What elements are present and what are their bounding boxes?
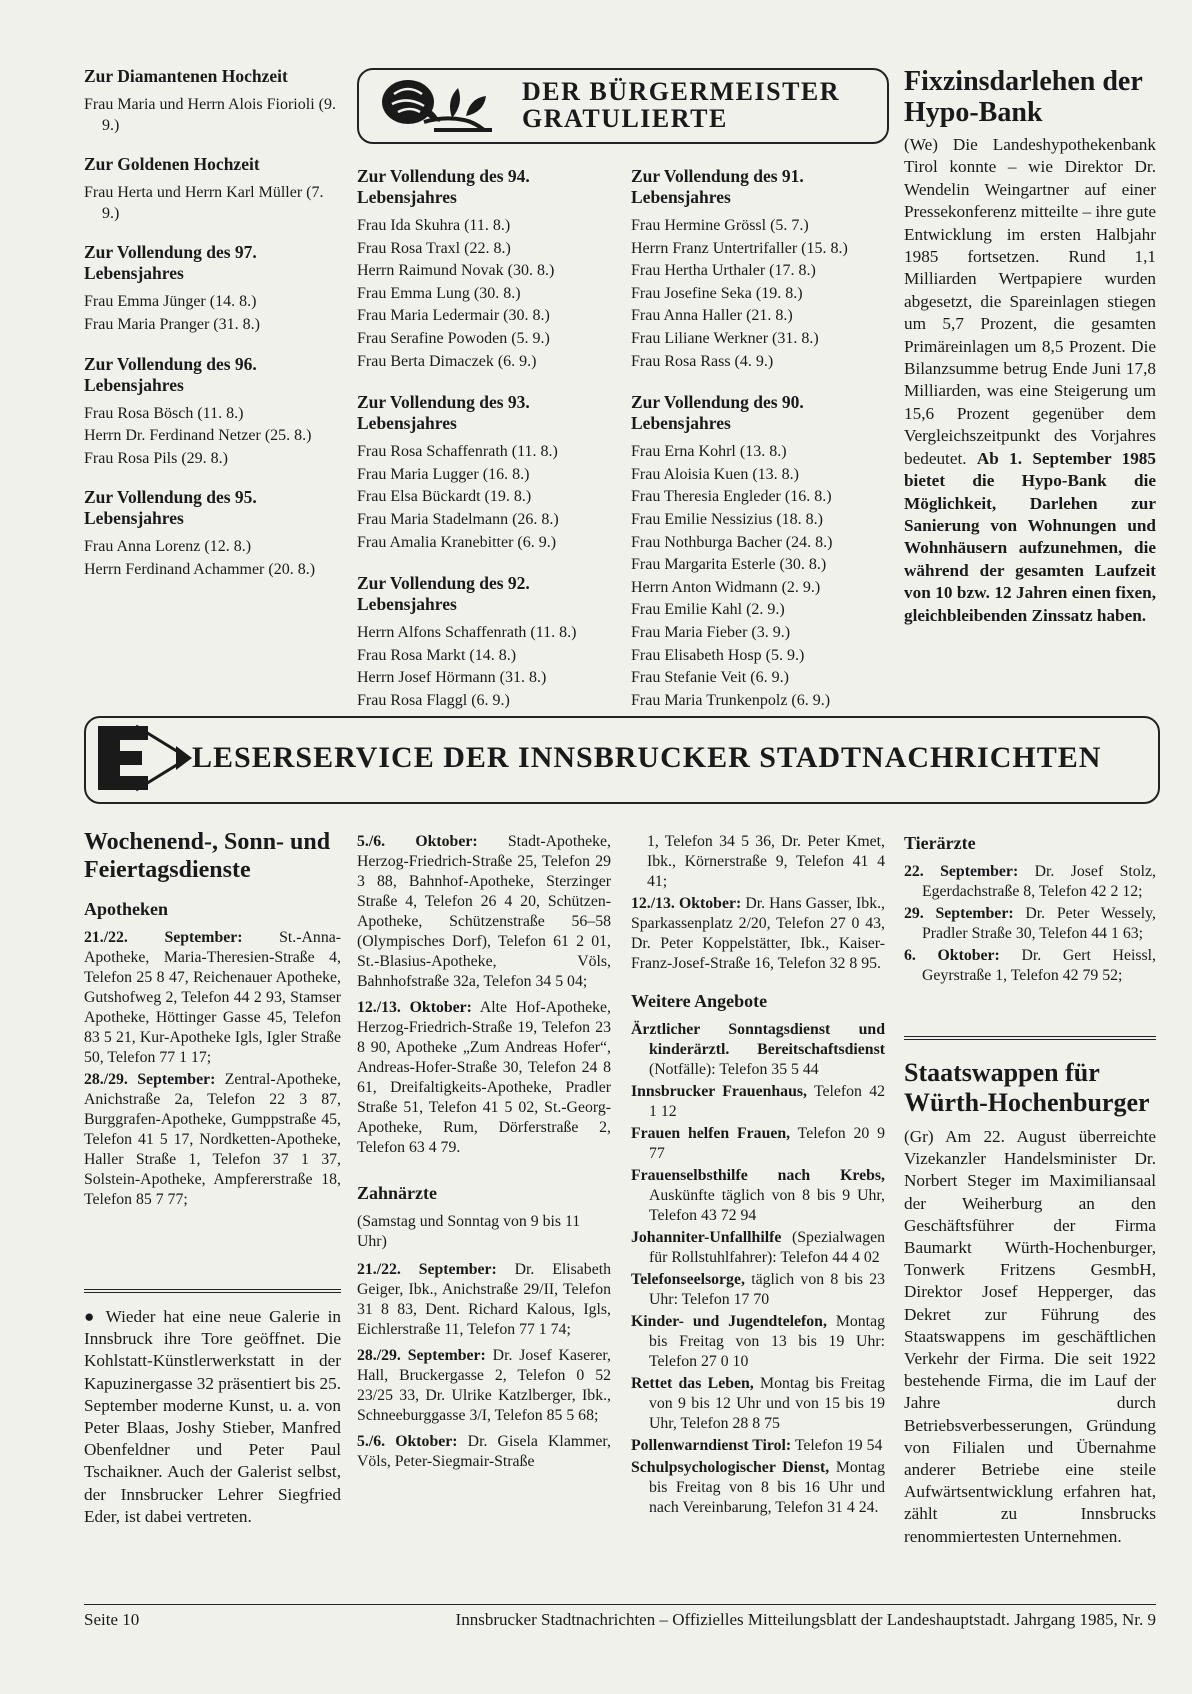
offer-item — [631, 1270, 885, 1310]
service-text: Dr. Hans Gasser, Ibk., Sparkassenplatz 2/20, Telefon 27 0 43, Dr. Peter Koppelstätter, Ibk., Kaiser-Franz-Josef-Straße 16, Telefon 32 8 95. — [631, 895, 885, 972]
entry: Frau Maria Trunkenpolz (6. 9.) — [631, 691, 831, 709]
service-date: 12./13. Oktober: — [357, 999, 472, 1016]
service-item — [904, 904, 1156, 944]
offer-item — [631, 1436, 885, 1456]
dienste-title: Wochenend-, Sonn- und Feiertagsdienste — [84, 829, 331, 883]
col-b4 — [904, 832, 1156, 988]
section-golden — [84, 154, 342, 224]
offer-text: Montag bis Freitag von 9 bis 12 Uhr und von 15 bis 19 Uhr, Telefon 28 8 75 — [649, 1375, 885, 1432]
staatswappen-body: (Gr) Am 22. August überreichte Vizekanzler Handelsminister Dr. Norbert Steger im Maximiliansaal der Weiherburg an den Geschäftsführer der Firma Baumarkt Würth-Hochenburger, Tonwerk Fritzens GesmbH, Direktor Josef Hepperger, das Dekret zur Führung des Staatswappens im geschäftlichen Verkehr der Firma. Die seit 1922 bestehende Firma, die im Lauf der Jahre durch Betriebsverbesserungen, Gründung von Filialen und Übernahme anderer Betriebe eine steile Aufwärtsentwicklung erfahren hat, zählt zu Innsbrucks renommiertesten Unternehmen. — [904, 1127, 1156, 1546]
offer-item — [631, 1374, 885, 1434]
staatswappen-article — [904, 1058, 1156, 1548]
offer-item — [631, 1312, 885, 1372]
entry: Frau Maria Pranger (31. 8.) — [84, 315, 260, 333]
service-item — [84, 1070, 341, 1210]
entry: Herrn Dr. Ferdinand Netzer (25. 8.) — [84, 427, 312, 445]
offer-text: Telefon 19 54 — [794, 1437, 883, 1454]
entry: Frau Emma Lung (30. 8.) — [357, 284, 521, 302]
offer-name: Schulpsychologischer Dienst, — [631, 1459, 830, 1476]
offer-item — [631, 1458, 885, 1518]
entry: Frau Maria Fieber (3. 9.) — [631, 623, 791, 641]
entry: Frau Rosa Traxl (22. 8.) — [357, 239, 511, 257]
offer-name: Rettet das Leben, — [631, 1375, 754, 1392]
entry: Frau Elisabeth Hosp (5. 9.) — [631, 646, 805, 664]
service-continuation: 1, Telefon 34 5 36, Dr. Peter Kmet, Ibk., Körnerstraße 9, Telefon 41 4 41; — [647, 833, 885, 890]
section-92 — [357, 573, 625, 711]
tieraerzte-heading: Tierärzte — [904, 833, 976, 853]
section-93 — [357, 392, 625, 553]
zahnaerzte-note: (Samstag und Sonntag von 9 bis 11 Uhr) — [357, 1213, 581, 1250]
section-heading: Zur Vollendung des 95. Lebensjahres — [84, 487, 257, 529]
offer-name: Innsbrucker Frauenhaus, — [631, 1083, 807, 1100]
entry: Frau Stefanie Veit (6. 9.) — [631, 669, 789, 687]
section-heading: Zur Vollendung des 93. Lebensjahres — [357, 392, 530, 434]
offer-item — [631, 1228, 885, 1268]
entry: Frau Theresia Engleder (16. 8.) — [631, 488, 832, 506]
entry: Frau Nothburga Bacher (24. 8.) — [631, 533, 833, 551]
offer-name: Johanniter-Unfallhilfe — [631, 1229, 782, 1246]
entry: Frau Erna Kohrl (13. 8.) — [631, 443, 787, 461]
service-date: 28./29. September: — [357, 1347, 486, 1364]
entry: Frau Amalia Kranebitter (6. 9.) — [357, 533, 557, 551]
entry: Frau Rosa Markt (14. 8.) — [357, 646, 517, 664]
offer-name: Frauen helfen Frauen, — [631, 1125, 791, 1142]
section-heading: Zur Vollendung des 91. Lebensjahres — [631, 166, 804, 207]
service-item — [84, 928, 341, 1068]
divider — [84, 1289, 341, 1293]
offer-text: (Spezialwagen für Rollstuhlfahrer): Telefon 44 4 02 — [649, 1229, 885, 1266]
service-text: Zentral-Apotheke, Anichstraße 2a, Telefon 22 3 87, Burggrafen-Apotheke, Gumppstraße 45, Telefon 41 5 17, Nordketten-Apotheke, Haller Straße 1, Telefon 37 1 37, Solstein-Apotheke, Ampfererstraße 18, Telefon 85 7 77; — [84, 1071, 341, 1208]
col-b2 — [357, 832, 611, 1474]
hypo-body-bold: Ab 1. September 1985 bietet die Hypo-Bank die Möglichkeit, Darlehen zur Sanierung von Wohnungen und Wohnhäusern aufzunehmen, die während der gesamten Laufzeit von 10 bzw. 12 Jahren einen fixen, gleichbleibenden Zinssatz haben. — [904, 448, 1156, 625]
offer-name: Pollenwarndienst Tirol: — [631, 1437, 792, 1454]
offer-text: täglich von 8 bis 23 Uhr: Telefon 17 70 — [649, 1271, 886, 1308]
section-diamond — [84, 66, 342, 136]
entry: Frau Maria Lugger (16. 8.) — [357, 465, 530, 483]
service-date: 21./22. September: — [84, 929, 243, 946]
offer-name: Frauenselbsthilfe nach Krebs, — [631, 1167, 885, 1184]
service-text: Dr. Josef Stolz, Egerdachstraße 8, Telefon 42 2 12; — [922, 863, 1157, 900]
rose-icon — [374, 72, 494, 136]
entry: Frau Anna Haller (21. 8.) — [631, 307, 793, 325]
entry: Herrn Franz Untertrifaller (15. 8.) — [631, 239, 848, 257]
service-item — [631, 894, 885, 974]
offer-text: Montag bis Freitag von 13 bis 19 Uhr: Telefon 27 0 10 — [649, 1313, 885, 1370]
service-text: Dr. Gert Heissl, Geyrstraße 1, Telefon 42 79 52; — [922, 947, 1156, 984]
entry: Herrn Alfons Schaffenrath (11. 8.) — [357, 624, 577, 642]
service-text: St.-Anna-Apotheke, Maria-Theresien-Straße 4, Telefon 25 8 47, Reichenauer Apotheke, Gutshofweg 2, Telefon 44 2 93, Stamser Apotheke, Höttinger Gasse 45, Telefon 83 5 21, Kur-Apotheke Igls, Igler Straße 50, Telefon 77 1 17; — [84, 929, 341, 1066]
entry: Frau Maria Stadelmann (26. 8.) — [357, 510, 559, 528]
col-b1 — [84, 828, 341, 1212]
service-item — [357, 1346, 611, 1426]
service-date: 6. Oktober: — [904, 947, 1000, 964]
offer-item — [631, 1020, 885, 1080]
offer-text: Montag bis Freitag von 8 bis 16 Uhr und nach Vereinbarung, Telefon 31 4 24. — [649, 1459, 885, 1516]
offer-text: Telefon 42 1 12 — [649, 1083, 886, 1120]
footer-publication: Innsbrucker Stadtnachrichten – Offizielles Mitteilungsblatt der Landeshauptstadt. Jahrgang 1985, Nr. 9 — [455, 1610, 1156, 1629]
service-text: Dr. Elisabeth Geiger, Ibk., Anichstraße 29/II, Telefon 31 8 83, Dent. Richard Kalous, Igls, Eichlerstraße 11, Telefon 77 1 74; — [357, 1261, 611, 1338]
bullet-icon: ● — [84, 1307, 98, 1326]
service-text: Stadt-Apotheke, Herzog-Friedrich-Straße 25, Telefon 29 3 88, Bahnhof-Apotheke, Sterzinger Straße 4, Telefon 26 4 20, Schützen-Apotheke, Schützenstraße 56–58 (Olympisches Dorf), Telefon 61 2 01, St.-Blasius-Apotheke, Völs, Bahnhofstraße 32a, Telefon 34 5 04; — [357, 833, 611, 990]
entry: Frau Rosa Bösch (11. 8.) — [84, 404, 244, 422]
service-date: 12./13. Oktober: — [631, 895, 742, 912]
section-91 — [631, 166, 893, 372]
leserservice-title: LESERSERVICE DER INNSBRUCKER STADTNACHRICHTEN — [192, 741, 1102, 774]
section-94 — [357, 166, 625, 372]
entry: Frau Emilie Nessizius (18. 8.) — [631, 510, 823, 528]
entry: Frau Anna Lorenz (12. 8.) — [84, 538, 252, 556]
service-date: 5./6. Oktober: — [357, 833, 478, 850]
section-heading: Zur Vollendung des 92. Lebensjahres — [357, 573, 530, 615]
entry: Frau Emma Jünger (14. 8.) — [84, 293, 257, 311]
entry: Herrn Ferdinand Achammer (20. 8.) — [84, 560, 316, 578]
divider — [904, 1036, 1156, 1040]
section-90 — [631, 392, 893, 711]
entry: Frau Margarita Esterle (30. 8.) — [631, 556, 827, 574]
entry: Herrn Josef Hörmann (31. 8.) — [357, 669, 547, 687]
title-line-2: GRATULIERTE — [522, 104, 728, 133]
service-item — [357, 998, 611, 1158]
galerie-text: Wieder hat eine neue Galerie in Innsbruck ihre Tore geöffnet. Die Kohlstatt-Künstlerwerkstatt in der Kapuzinergasse 32 präsentiert bis 25. September moderne Kunst, u. a. von Peter Blaas, Joshy Stieber, Manfred Obenfeldner und Peter Paul Tschaikner. Auch der Galerist selbst, der Innsbrucker Lehrer Siegfried Eder, ist dabei vertreten. — [84, 1307, 341, 1526]
section-heading: Zur Goldenen Hochzeit — [84, 154, 260, 175]
hypo-body: (We) Die Landeshypothekenbank Tirol konnte – wie Direktor Dr. Wendelin Weingartner auf einer Pressekonferenz mitteilte – ihre gute Entwicklung im ersten Halbjahr 1985 fortsetzen. Rund 1,1 Milliarden Wertpapiere wurden abgesetzt, die Spareinlagen stiegen um 5,7 Prozent, die gesamten Primäreinlagen um 8,5 Prozent. Die Bilanzsumme betrug Ende Juni 17,8 Milliarden, was eine Steigerung um 15,6 Prozent gegenüber dem Vergleichszeitpunkt des Vorjahres bedeutet. — [904, 135, 1156, 468]
offer-text: (Notfälle): Telefon 35 5 44 — [649, 1061, 819, 1078]
entry: Frau Berta Dimaczek (6. 9.) — [357, 352, 537, 370]
service-date: 28./29. September: — [84, 1071, 216, 1088]
buergermeister-title — [522, 78, 840, 132]
entry: Frau Josefine Seka (19. 8.) — [631, 284, 803, 302]
section-95 — [84, 487, 342, 580]
service-item — [357, 832, 611, 992]
offer-item — [631, 1166, 885, 1226]
entry: Frau Herta und Herrn Karl Müller (7. 9.) — [84, 184, 324, 222]
section-heading: Zur Diamantenen Hochzeit — [84, 66, 288, 86]
entry: Frau Maria und Herrn Alois Fiorioli (9. 9.) — [84, 96, 336, 134]
title-line-1: DER BÜRGERMEISTER — [522, 77, 841, 106]
service-date: 29. September: — [904, 905, 1014, 922]
entry: Herrn Raimund Novak (30. 8.) — [357, 262, 555, 280]
entry: Frau Aloisia Kuen (13. 8.) — [631, 465, 799, 483]
zahnaerzte-heading: Zahnärzte — [357, 1183, 437, 1203]
service-text: Dr. Josef Kaserer, Hall, Bruckergasse 2, Telefon 0 52 23/25 33, Dr. Ulrike Katzlberger, Ibk., Schneeburggasse 3/I, Telefon 85 5 68; — [357, 1347, 611, 1424]
service-item — [357, 1432, 611, 1472]
entry: Frau Ida Skuhra (11. 8.) — [357, 217, 511, 234]
leserservice-logo-icon — [96, 722, 192, 794]
apotheken-list — [84, 928, 341, 1210]
service-text: Dr. Peter Wessely, Pradler Straße 30, Telefon 44 1 63; — [922, 905, 1156, 942]
staatswappen-title: Staatswappen für Würth-Hochenburger — [904, 1058, 1150, 1117]
col-b3 — [631, 832, 885, 1520]
entry: Frau Rosa Flaggl (6. 9.) — [357, 691, 510, 709]
entry: Frau Emilie Kahl (2. 9.) — [631, 601, 785, 619]
service-text: Dr. Gisela Klammer, Völs, Peter-Siegmair-Straße — [357, 1433, 611, 1470]
section-heading: Zur Vollendung des 96. Lebensjahres — [84, 353, 257, 395]
service-item — [904, 946, 1156, 986]
col2-congratulations — [357, 166, 625, 730]
apotheken-heading: Apotheken — [84, 899, 169, 919]
service-date: 21./22. September: — [357, 1261, 497, 1278]
section-97 — [84, 242, 342, 335]
offer-name: Kinder- und Jugendtelefon, — [631, 1313, 827, 1330]
entry: Frau Rosa Rass (4. 9.) — [631, 352, 774, 370]
entry: Frau Liliane Werkner (31. 8.) — [631, 329, 819, 347]
weitere-heading: Weitere Angebote — [631, 991, 768, 1011]
hypo-title: Fixzinsdarlehen der Hypo-Bank — [904, 66, 1143, 128]
service-item — [904, 862, 1156, 902]
entry: Frau Maria Ledermair (30. 8.) — [357, 307, 550, 325]
section-heading: Zur Vollendung des 97. Lebensjahres — [84, 242, 257, 284]
offer-item — [631, 1082, 885, 1122]
col1-congratulations — [84, 66, 342, 599]
offer-item — [631, 1124, 885, 1164]
offer-text: Telefon 20 9 77 — [649, 1125, 886, 1162]
entry: Frau Hermine Grössl (5. 7.) — [631, 217, 809, 234]
entry: Frau Hertha Urthaler (17. 8.) — [631, 262, 816, 280]
offer-text: Auskünfte täglich von 8 bis 9 Uhr, Telefon 43 72 94 — [649, 1187, 885, 1224]
section-heading: Zur Vollendung des 90. Lebensjahres — [631, 392, 804, 434]
entry: Frau Elsa Bückardt (19. 8.) — [357, 488, 532, 506]
service-item — [357, 1260, 611, 1340]
footer-rule — [84, 1604, 1156, 1605]
service-date: 22. September: — [904, 863, 1019, 880]
col3-congratulations — [631, 166, 893, 729]
entry: Frau Rosa Schaffenrath (11. 8.) — [357, 443, 558, 461]
entry: Frau Rosa Pils (29. 8.) — [84, 449, 228, 467]
offer-name: Telefonseelsorge, — [631, 1271, 745, 1288]
entry: Frau Serafine Powoden (5. 9.) — [357, 329, 550, 347]
hypo-article — [904, 66, 1156, 627]
section-heading: Zur Vollendung des 94. Lebensjahres — [357, 166, 530, 207]
service-date: 5./6. Oktober: — [357, 1433, 458, 1450]
page-number: Seite 10 — [84, 1610, 140, 1629]
section-96 — [84, 354, 342, 470]
galerie-note — [84, 1306, 341, 1528]
service-text: Alte Hof-Apotheke, Herzog-Friedrich-Straße 19, Telefon 23 8 90, Apotheke „Zum Andreas Hofer“, Andreas-Hofer-Straße 30, Telefon 24 8 61, Dreifaltigkeits-Apotheke, Pradler Straße 51, Telefon 41 5 02, St.-Georg-Apotheke, Rum, Dörferstraße 2, Telefon 63 4 79. — [357, 999, 611, 1156]
offer-name: Ärztlicher Sonntagsdienst und kinderärztl. Bereitschaftsdienst — [631, 1021, 885, 1058]
entry: Herrn Anton Widmann (2. 9.) — [631, 578, 821, 596]
